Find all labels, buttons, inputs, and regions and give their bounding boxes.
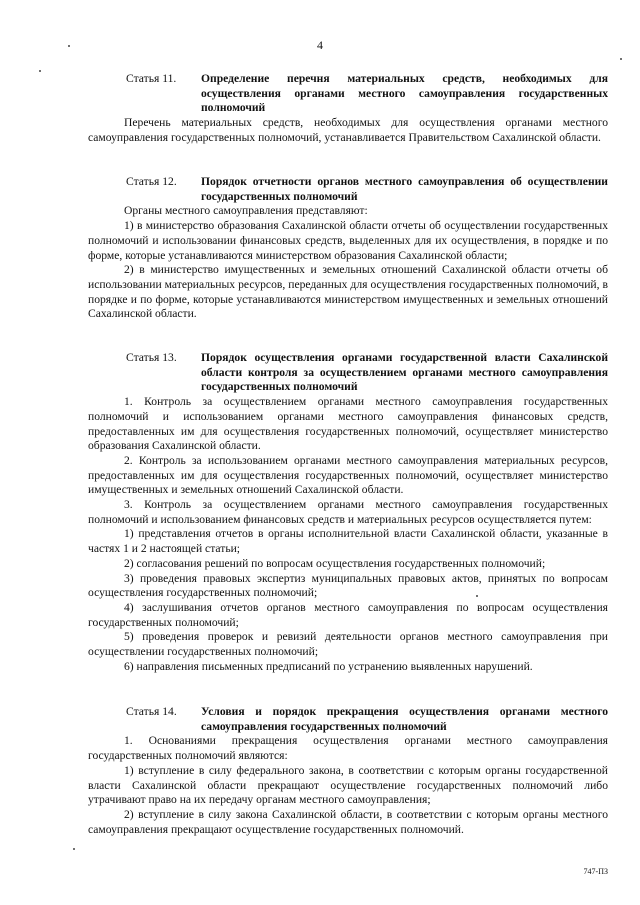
- paragraph: 2) в министерство имущественных и земельных отношений Сахалинской области отчеты об использовании материальных ресурсов, переданных для осуществления государственных полномочий, в порядке и по форме, которые устанавливаются министерством имущественных и земельных отношений Сахалинской области.: [88, 263, 608, 321]
- paragraph: 1. Контроль за осуществлением органами местного самоуправления государственных полномочий и использованием органами местного самоуправления финансовых средств, предоставленных им для осуществления государственных полномочий, осуществляет министерство образования Сахалинской области.: [88, 395, 608, 453]
- article-13: [88, 351, 608, 674]
- article-label: Статья 11.: [126, 72, 177, 85]
- article-label: Статья 14.: [126, 705, 177, 718]
- paragraph: 5) проведения проверок и ревизий деятельности органов местного самоуправления при осуществлении государственных полномочий;: [88, 630, 608, 659]
- article-title: Условия и порядок прекращения осуществления органами местного самоуправления государственных полномочий: [201, 705, 608, 733]
- article-14: [88, 705, 608, 837]
- scan-speck: [73, 848, 75, 850]
- article-title: Порядок осуществления органами государственной власти Сахалинской области контроля за осуществлением органами местного самоуправления государственных полномочий: [201, 351, 608, 394]
- article-title: Порядок отчетности органов местного самоуправления об осуществлении государственных полномочий: [201, 175, 608, 203]
- paragraph: 2) согласования решений по вопросам осуществления государственных полномочий;: [124, 556, 546, 570]
- scan-speck: [39, 70, 41, 72]
- paragraph: 1. Основаниями прекращения осуществления органами местного самоуправления государственных полномочий являются:: [88, 734, 608, 763]
- article-11: [88, 72, 608, 146]
- article-label: Статья 13.: [126, 351, 177, 364]
- paragraph: 2. Контроль за использованием органами местного самоуправления материальных ресурсов, предоставленных им для осуществления государственных полномочий, осуществляет министерство имущественных и земельных отношений Сахалинской области.: [88, 453, 608, 497]
- paragraph: 3. Контроль за осуществлением органами местного самоуправления государственных полномочий и использованием финансовых средств и материальных ресурсов осуществляется путем:: [88, 498, 608, 526]
- paragraph: 6) направления письменных предписаний по устранению выявленных нарушений.: [124, 659, 533, 673]
- paragraph: 4) заслушивания отчетов органов местного самоуправления по вопросам осуществления государственных полномочий;: [88, 600, 608, 629]
- article-heading: [88, 175, 608, 204]
- paragraph: Перечень материальных средств, необходимых для осуществления органами местного самоуправления государственных полномочий, устанавливается Правительством Сахалинской области.: [88, 116, 608, 144]
- paragraph: 1) представления отчетов в органы исполнительной власти Сахалинской области, указанные в частях 1 и 2 настоящей статьи;: [88, 527, 608, 556]
- article-heading: [88, 72, 608, 116]
- paragraph: Органы местного самоуправления представляют:: [124, 204, 368, 218]
- article-heading: [88, 351, 608, 395]
- document-code: 747-ПЗ: [583, 867, 608, 876]
- paragraph: 3) проведения правовых экспертиз муниципальных правовых актов, принятых по вопросам осуществления государственных полномочий;: [88, 571, 608, 600]
- article-label: Статья 12.: [126, 175, 177, 188]
- article-12: [88, 175, 608, 322]
- article-heading: [88, 705, 608, 734]
- scan-speck: [68, 45, 70, 47]
- paragraph: 1) в министерство образования Сахалинской области отчеты об осуществлении государственных полномочий и использовании финансовых средств, выделенных для их осуществления, в порядке и по форме, которые устанавливаются министерством образования Сахалинской области;: [88, 219, 608, 262]
- page-number: 4: [317, 38, 323, 52]
- paragraph: 1) вступление в силу федерального закона, в соответствии с которым органы государственной власти Сахалинской области прекращают осуществление государственных полномочий либо утрачивают право на их передачу органам местного самоуправления;: [88, 763, 608, 807]
- paragraph: 2) вступление в силу закона Сахалинской области, в соответствии с которым органы местного самоуправления прекращают осуществление государственных полномочий.: [88, 807, 608, 836]
- scan-speck: [620, 58, 622, 60]
- article-title: Определение перечня материальных средств, необходимых для осуществления органами местного самоуправления государственных полномочий: [201, 72, 608, 115]
